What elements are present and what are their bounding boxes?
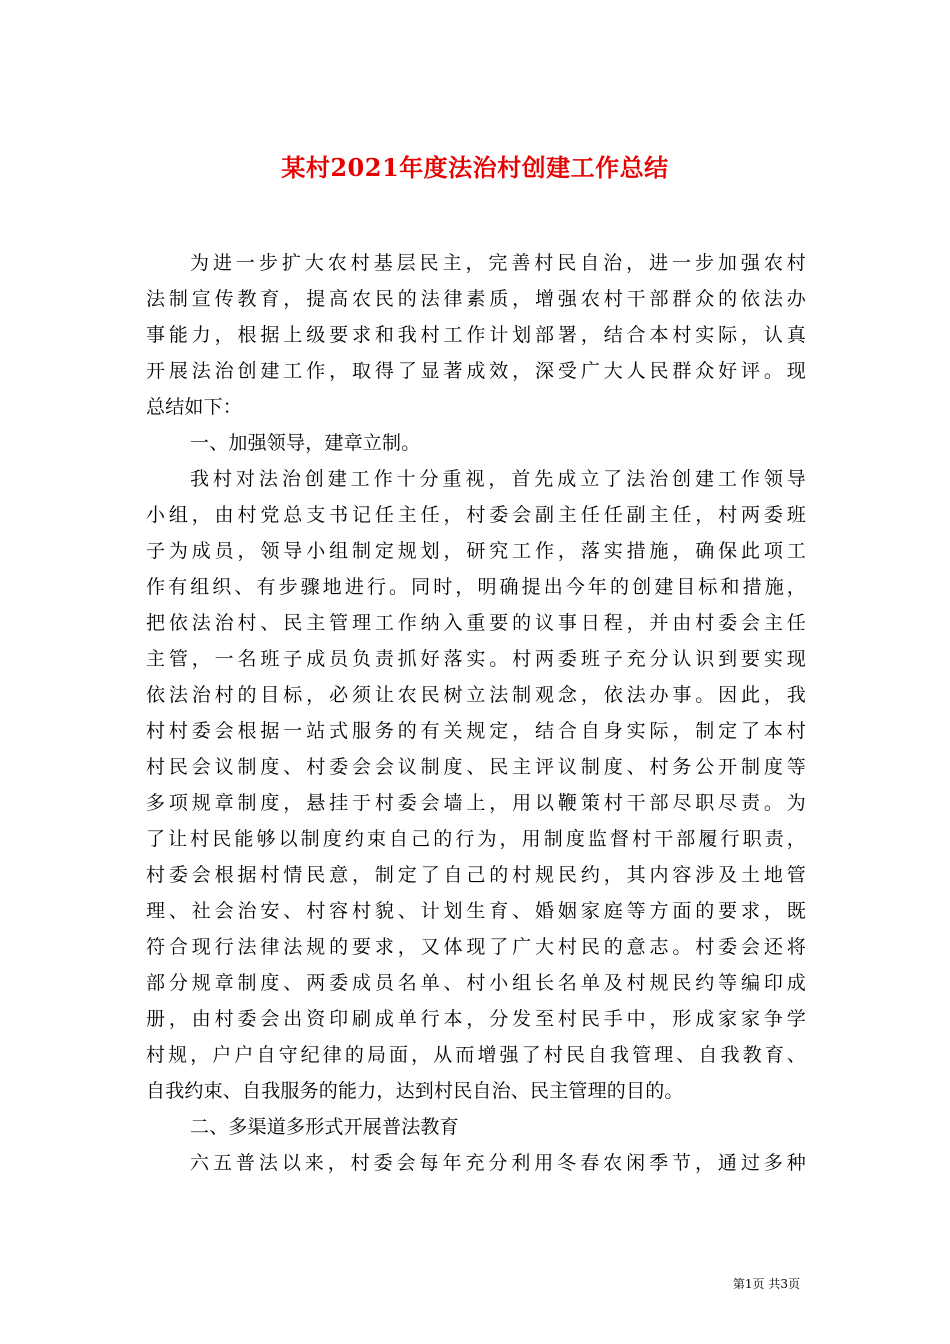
paragraph-line: 总结如下： bbox=[146, 396, 243, 418]
paragraph-line: 把依法治村、民主管理工作纳入重要的议事日程，并由村委会主任 bbox=[146, 612, 806, 634]
paragraph-line: 子为成员，领导小组制定规划，研究工作，落实措施，确保此项工 bbox=[146, 540, 806, 562]
paragraph-line: 二、多渠道多形式开展普法教育 bbox=[190, 1116, 459, 1138]
page-number: 第1页 共3页 bbox=[732, 1277, 800, 1291]
paragraph-line: 村规，户户自守纪律的局面，从而增强了村民自我管理、自我教育、 bbox=[146, 1044, 806, 1066]
paragraph-line: 部分规章制度、两委成员名单、村小组长名单及村规民约等编印成 bbox=[146, 972, 806, 994]
paragraph-line: 为进一步扩大农村基层民主，完善村民自治，进一步加强农村 bbox=[190, 252, 806, 274]
paragraph-line: 符合现行法律法规的要求，又体现了广大村民的意志。村委会还将 bbox=[146, 936, 806, 958]
paragraph-line: 小组，由村党总支书记任主任，村委会副主任任副主任，村两委班 bbox=[146, 504, 806, 526]
paragraph-line: 法制宣传教育，提高农民的法律素质，增强农村干部群众的依法办 bbox=[146, 288, 806, 310]
paragraph-line: 村委会根据村情民意，制定了自己的村规民约，其内容涉及土地管 bbox=[146, 864, 806, 886]
paragraph-line: 册，由村委会出资印刷成单行本，分发至村民手中，形成家家争学 bbox=[146, 1008, 806, 1030]
paragraph-line: 多项规章制度，悬挂于村委会墙上，用以鞭策村干部尽职尽责。为 bbox=[146, 792, 806, 814]
paragraph-line: 六五普法以来，村委会每年充分利用冬春农闲季节，通过多种 bbox=[190, 1152, 806, 1174]
paragraph-line: 开展法治创建工作，取得了显著成效，深受广大人民群众好评。现 bbox=[146, 360, 806, 382]
paragraph-line: 村民会议制度、村委会会议制度、民主评议制度、村务公开制度等 bbox=[146, 756, 806, 778]
document-body bbox=[146, 245, 806, 1181]
page-title: 某村2021年度法治村创建工作总结 bbox=[281, 153, 669, 183]
paragraph-line: 主管，一名班子成员负责抓好落实。村两委班子充分认识到要实现 bbox=[146, 648, 806, 670]
paragraph-line: 作有组织、有步骤地进行。同时，明确提出今年的创建目标和措施， bbox=[146, 576, 806, 598]
paragraph-line: 依法治村的目标，必须让农民树立法制观念，依法办事。因此，我 bbox=[146, 684, 806, 706]
paragraph-line: 了让村民能够以制度约束自己的行为，用制度监督村干部履行职责， bbox=[146, 828, 806, 850]
paragraph-line: 自我约束、自我服务的能力，达到村民自治、民主管理的目的。 bbox=[146, 1080, 684, 1102]
paragraph-line: 村村委会根据一站式服务的有关规定，结合自身实际，制定了本村 bbox=[146, 720, 806, 742]
paragraph-line: 事能力，根据上级要求和我村工作计划部署，结合本村实际，认真 bbox=[146, 324, 806, 346]
paragraph-line: 理、社会治安、村容村貌、计划生育、婚姻家庭等方面的要求，既 bbox=[146, 900, 806, 922]
paragraph-line: 一、加强领导，建章立制。 bbox=[190, 432, 421, 454]
paragraph-line: 我村对法治创建工作十分重视，首先成立了法治创建工作领导 bbox=[190, 468, 806, 490]
